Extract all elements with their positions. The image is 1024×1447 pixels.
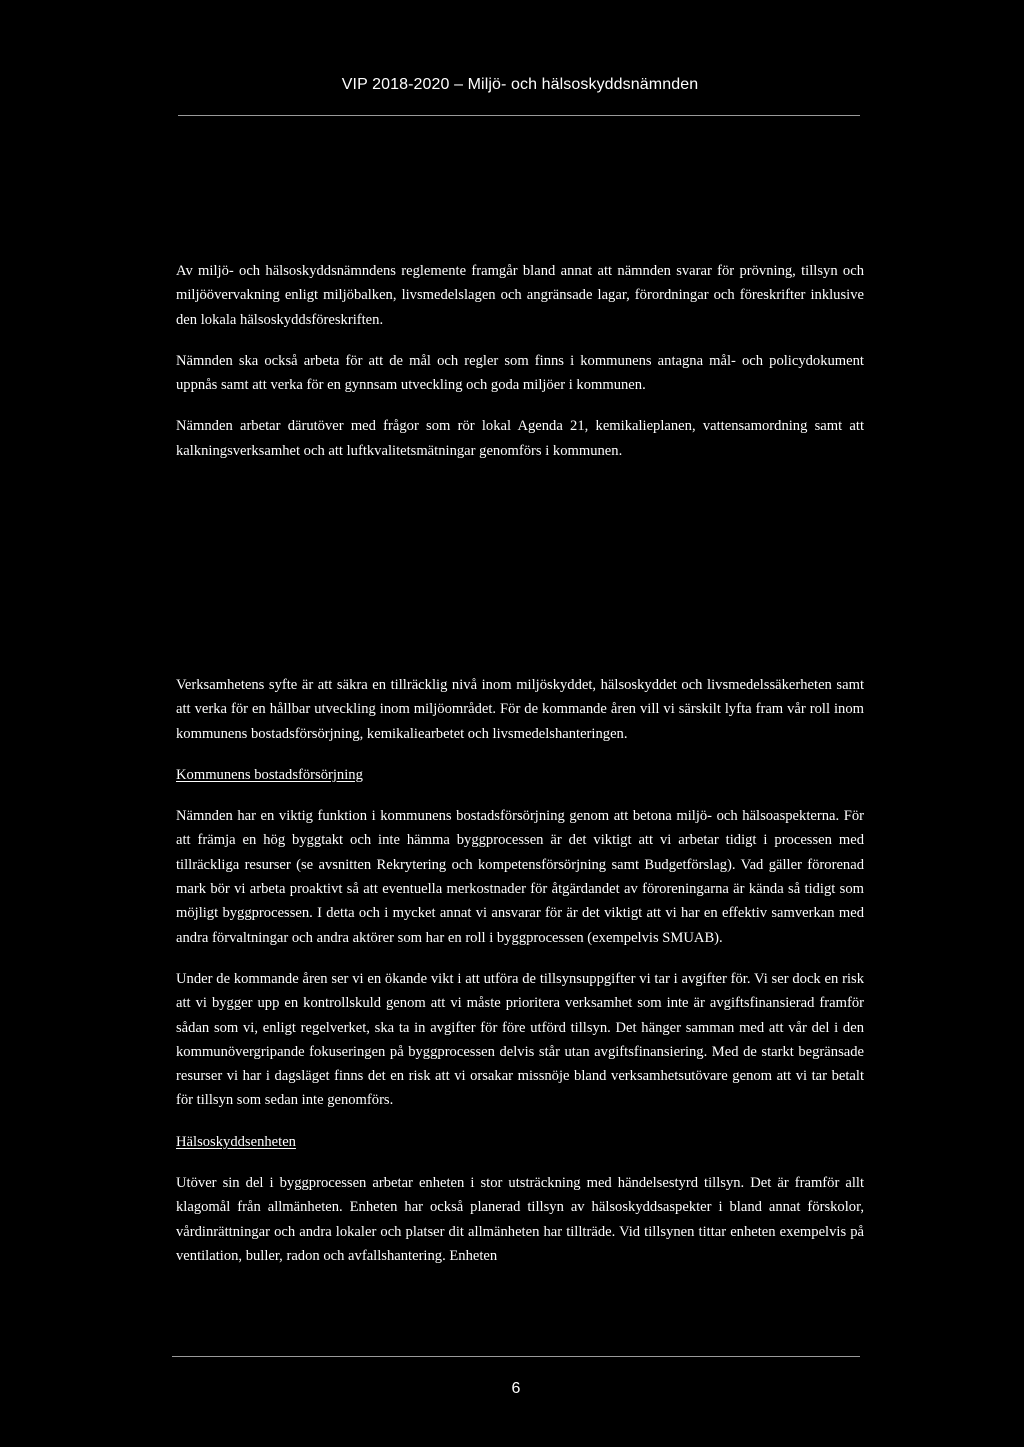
housing-paragraph: Under de kommande åren ser vi en ökande vikt i att utföra de tillsynsuppgifter vi tar i avgifter för. Vi ser dock en risk att vi bygger upp en kontrollskuld genom att vi måste prioritera verksamhet som inte är avgiftsfinansierad framför sådan som vi, enligt regelverket, ska ta in avgifter för före utförd tillsyn. Det hänger samman med att vår del i den kommunövergripande fokuseringen på byggprocessen delvis står utan avgiftsfinansiering. Med de starkt begränsade resurser vi har i dagsläget finns det en risk att vi orsakar missnöje bland verksamhetsutövare genom att vi tar betalt för tillsyn som sedan inte genomförs. [176,970,864,1109]
page-header-title: VIP 2018-2020 – Miljö- och hälsoskyddsnämnden [341,76,699,93]
housing-section-heading: Kommunens bostadsförsörjning [176,766,363,783]
intro-paragraph: Nämnden arbetar därutöver med frågor som rör lokal Agenda 21, kemikalieplanen, vattensamordning samt att kalkningsverksamhet och att luftkvalitetsmätningar genomförs i kommunen. [176,418,864,459]
housing-paragraph: Nämnden har en viktig funktion i kommunens bostadsförsörjning genom att betona miljö- och hälsoaspekterna. För att främja en hög byggtakt och inte hämma byggprocessen är det viktigt att vi arbetar tidigt i processen med tillräckliga resurser (se avsnitten Rekrytering och kompetensförsörjning samt Budgetförslag). Vad gäller förorenad mark bör vi arbeta proaktivt så att eventuella merkostnader för åtgärdandet av föroreningarna är kända så tidigt som möjligt byggprocessen. I detta och i mycket annat vi ansvarar för är det viktigt att vi har en effektiv samverkan med andra förvaltningar och andra aktörer som har en roll i byggprocessen (exempelvis SMUAB). [176,808,864,946]
intro-paragraph: Nämnden ska också arbeta för att de mål och regler som finns i kommunens antagna mål- och policydokument uppnås samt att verka för en gynnsam utveckling och goda miljöer i kommunen. [176,352,864,394]
page-number: 6 [511,1380,521,1397]
main-section [176,673,864,1268]
health-section-heading: Hälsoskyddsenheten [176,1133,296,1150]
header-divider [178,115,860,116]
health-paragraph: Utöver sin del i byggprocessen arbetar enheten i stor utsträckning med händelsestyrd tillsyn. Det är framför allt klagomål från allmänheten. Enheten har också planerad tillsyn av hälsoskyddsaspekter i bland annat förskolor, vårdinrättningar och andra lokaler och platser dit allmänheten har tillträde. Vid tillsynen tittar enheten exempelvis på ventilation, buller, radon och avfallshantering. Enheten [176,1175,864,1264]
footer-divider [172,1356,860,1357]
intro-paragraph: Av miljö- och hälsoskyddsnämndens reglemente framgår bland annat att nämnden svarar för prövning, tillsyn och miljöövervakning enligt miljöbalken, livsmedelslagen och angränsade lagar, förordningar och föreskrifter inklusive den lokala hälsoskyddsföreskriften. [176,263,864,328]
intro-section [176,259,864,463]
purpose-paragraph: Verksamhetens syfte är att säkra en tillräcklig nivå inom miljöskyddet, hälsoskyddet och livsmedelssäkerheten samt att verka för en hållbar utveckling inom miljöområdet. För de kommande åren vill vi särskilt lyfta fram vår roll inom kommunens bostadsförsörjning, kemikaliearbetet och livsmedelshanteringen. [176,677,864,742]
